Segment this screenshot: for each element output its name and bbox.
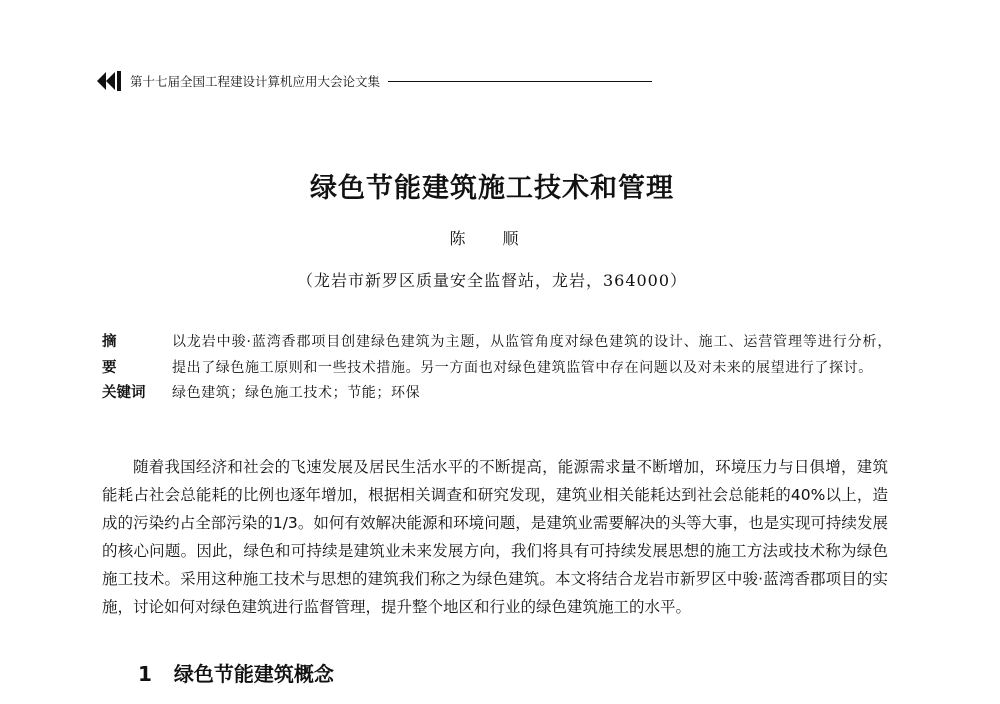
- keywords-row: [102, 381, 892, 407]
- abstract-text: 以龙岩中骏·蓝湾香郡项目创建绿色建筑为主题，从监管角度对绿色建筑的设计、施工、运营管理等进行分析，提出了绿色施工原则和一些技术措施。另一方面也对绿色建筑监管中存在问题以及对未来的展望进行了探讨。: [172, 334, 892, 376]
- keywords-text: 绿色建筑；绿色施工技术；节能；环保: [172, 385, 421, 401]
- running-title: 第十七届全国工程建设计算机应用大会论文集: [130, 74, 381, 89]
- header-rule: [388, 81, 652, 82]
- section-title: 绿色节能建筑概念: [173, 662, 334, 686]
- section-heading: [138, 658, 334, 687]
- body-paragraph: 随着我国经济和社会的飞速发展及居民生活水平的不断提高，能源需求量不断增加，环境压力与日俱增，建筑能耗占社会总能耗的比例也逐年增加，根据相关调查和研究发现，建筑业相关能耗达到社会总能耗的40%以上，造成的污染约占全部污染的1/3。如何有效解决能源和环境问题，是建筑业需要解决的头等大事，也是实现可持续发展的核心问题。因此，绿色和可持续是建筑业未来发展方向，我们将具有可持续发展思想的施工方法或技术称为绿色施工技术。采用这种施工技术与思想的建筑我们称之为绿色建筑。本文将结合龙岩市新罗区中骏·蓝湾香郡项目的实施，讨论如何对绿色建筑进行监督管理，提升整个地区和行业的绿色建筑施工的水平。: [102, 458, 888, 616]
- running-header: [96, 70, 652, 92]
- section-number: 1: [138, 662, 152, 686]
- paper-title: 绿色节能建筑施工技术和管理: [310, 173, 674, 204]
- double-chevron-left-icon: [96, 71, 124, 91]
- paper-affiliation: （龙岩市新罗区质量安全监督站，龙岩，364000）: [296, 271, 688, 290]
- paper-author: 陈 顺: [449, 229, 535, 248]
- abstract-label: 摘 要: [102, 334, 131, 376]
- abstract-row: [102, 330, 892, 381]
- keywords-label: 关键词: [102, 385, 146, 401]
- abstract-block: [102, 330, 892, 407]
